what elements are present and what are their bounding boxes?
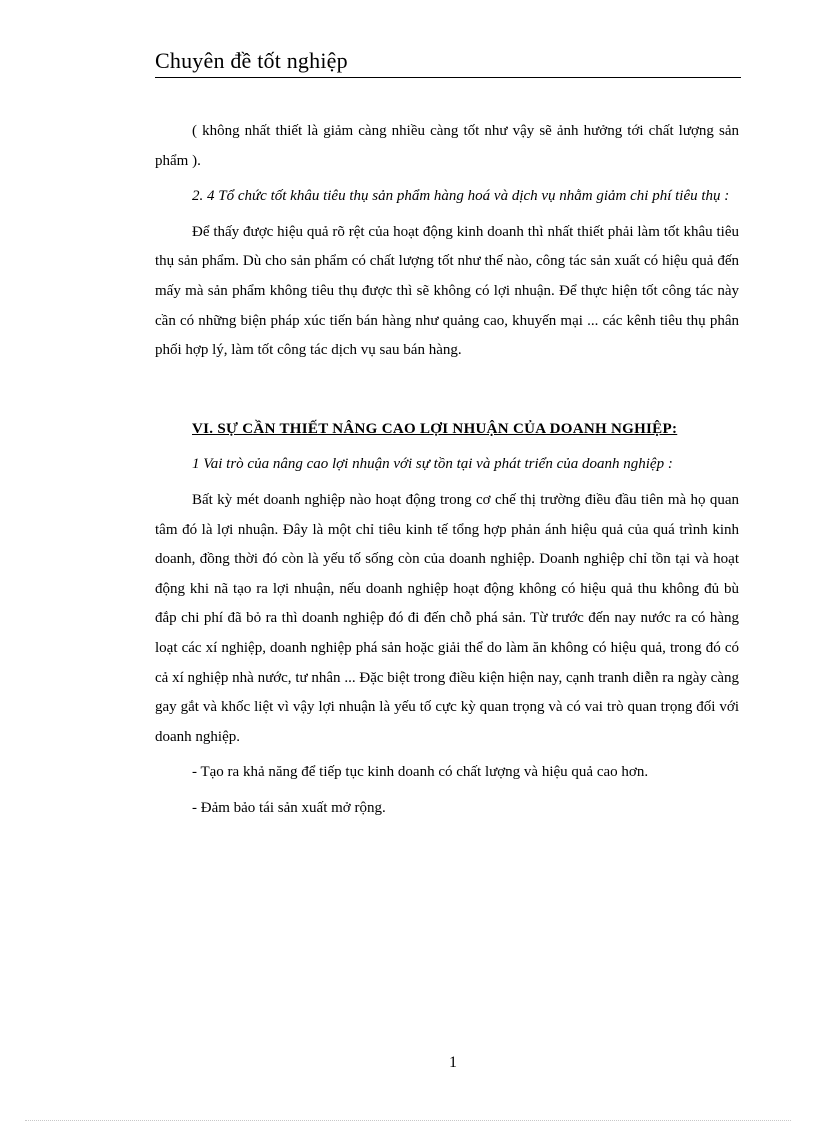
header-divider — [155, 77, 741, 78]
page-bottom-border — [25, 1120, 791, 1121]
paragraph-product-quality: ( không nhất thiết là giảm càng nhiều càng tốt như vậy sẽ ảnh hưởng tới chất lượng sản phẩm ). — [155, 123, 739, 169]
paragraph-profit-role: Bất kỳ mét doanh nghiệp nào hoạt động trong cơ chế thị trường điều đầu tiên mà họ quan tâm đó là lợi nhuận. Đây là một chỉ tiêu kinh tế tổng hợp phản ánh hiệu quả của quá trình kinh doanh, đồng thời đó còn là yếu tố sống còn của doanh nghiệp. Doanh nghiệp chỉ tồn tại và hoạt động khi nã tạo ra lợi nhuận, nếu doanh nghiệp hoạt động không có hiệu quả thu không đủ bù đắp chi phí đã bỏ ra thì doanh nghiệp đó đi đến chỗ phá sản. Từ trước đến nay nước ra có hàng loạt các xí nghiệp, doanh nghiệp phá sản hoặc giải thể do làm ăn không có hiệu quả, trong đó có cả xí nghiệp nhà nước, tư nhân ... Đặc biệt trong điều kiện hiện nay, cạnh tranh diễn ra ngày càng gay gắt và khốc liệt vì vậy lợi nhuận là yếu tố cực kỳ quan trọng và có vai trò quan trọng đối với doanh nghiệp. — [155, 491, 739, 745]
header-title: Chuyên đề tốt nghiệp — [155, 48, 348, 73]
subheading-2-4: 2. 4 Tổ chức tốt khâu tiêu thụ sản phẩm hàng hoá và dịch vụ nhằm giảm chi phí tiêu thụ : — [192, 188, 730, 205]
document-body — [155, 117, 739, 823]
bullet-item-expanded-reproduction: - Đảm bảo tái sản xuất mở rộng. — [192, 799, 386, 816]
subheading-1: 1 Vai trò của nâng cao lợi nhuận với sự tồn tại và phát triển của doanh nghiệp : — [192, 456, 673, 473]
paragraph-sales-efficiency: Để thấy được hiệu quả rõ rệt của hoạt động kinh doanh thì nhất thiết phải làm tốt khâu tiêu thụ sản phẩm. Dù cho sản phẩm có chất lượng tốt như thế nào, công tác sản xuất có hiệu quả đến mấy mà sản phẩm không tiêu thụ được thì sẽ không có lợi nhuận. Để thực hiện tốt công tác này cần có những biện pháp xúc tiến bán hàng như quảng cao, khuyến mại ... các kênh tiêu thụ phân phối hợp lý, làm tốt công tác dịch vụ sau bán hàng. — [155, 223, 739, 359]
section-heading-vi: VI. SỰ CẦN THIẾT NÂNG CAO LỢI NHUẬN CỦA DOANH NGHIỆP: — [192, 420, 678, 437]
bullet-item-continue-business: - Tạo ra khả năng để tiếp tục kinh doanh có chất lượng và hiệu quả cao hơn. — [192, 764, 649, 781]
page-number: 1 — [449, 1054, 457, 1071]
